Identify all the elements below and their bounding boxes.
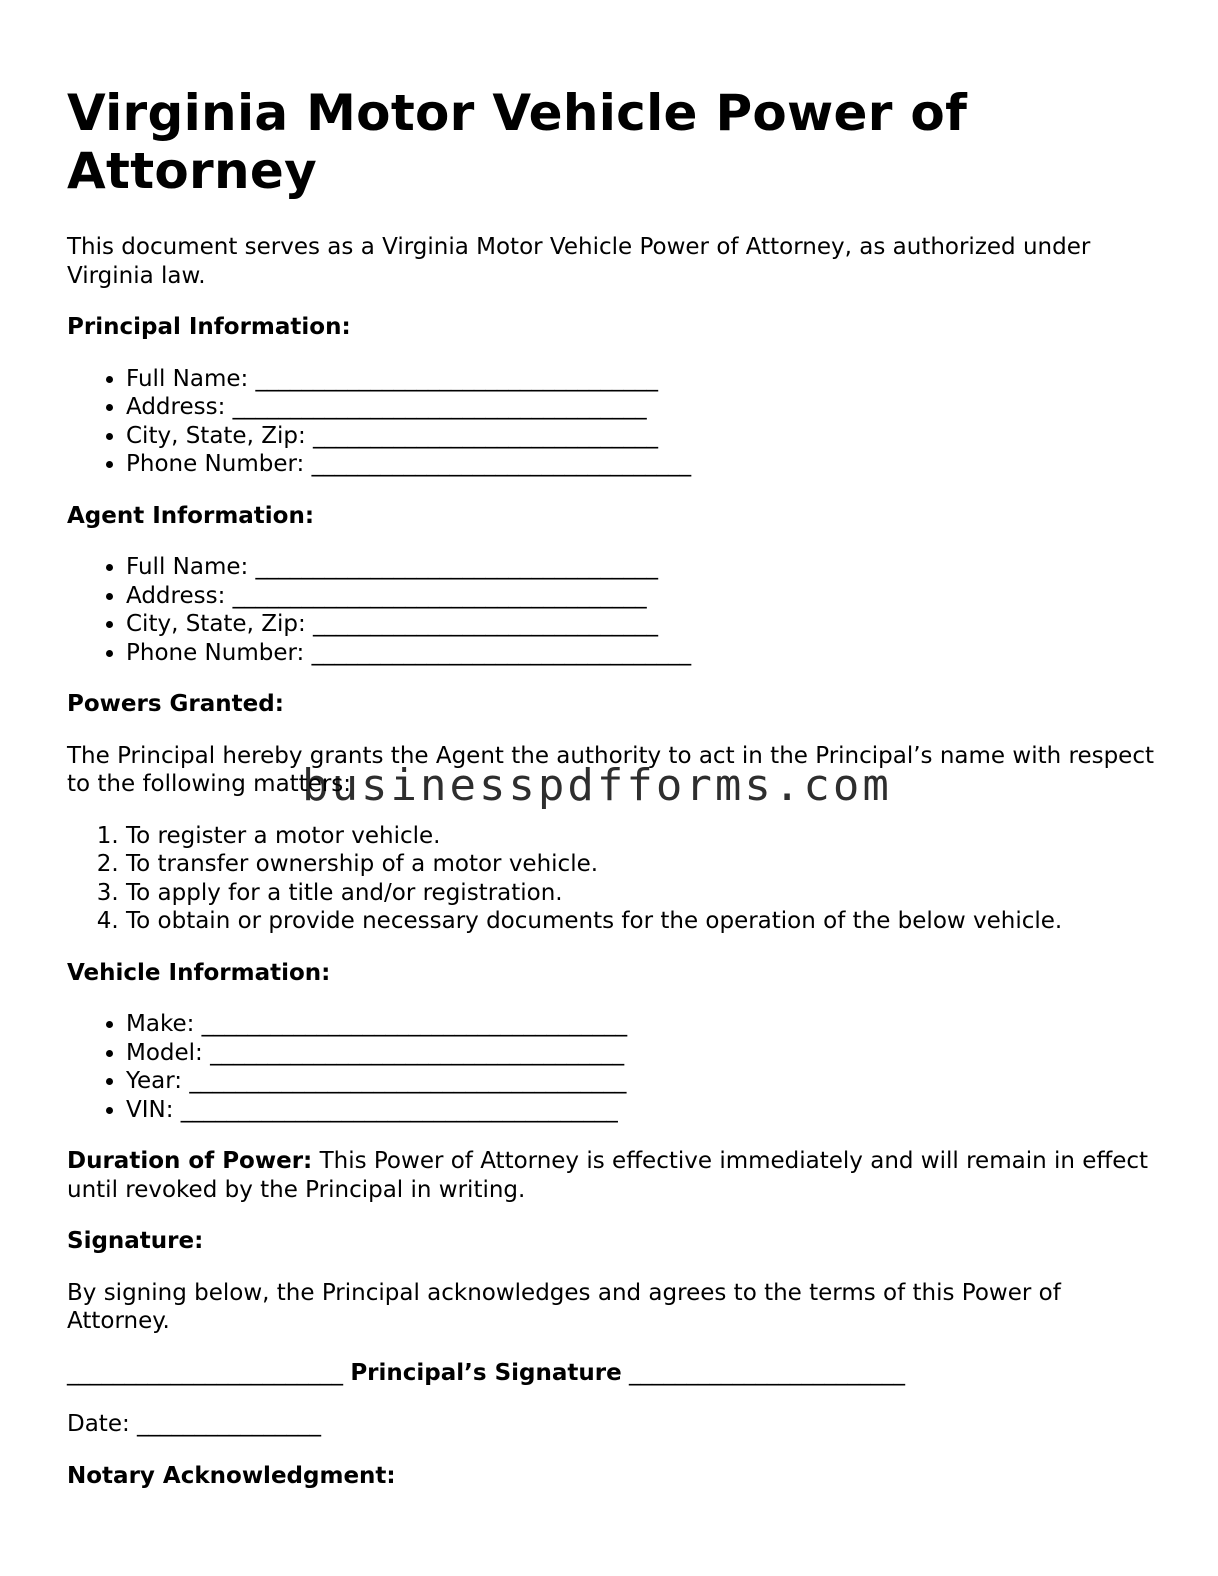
agent-heading: Agent Information: <box>67 502 315 529</box>
agent-phone-field: • Phone Number: _________________________________ <box>126 639 1157 668</box>
agent-city-state-zip-field: • City, State, Zip: ______________________________ <box>126 610 1157 639</box>
signature-paragraph: By signing below, the Principal acknowledges and agrees to the terms of this Power of Attorney. <box>67 1279 1061 1334</box>
signature-line-left: ________________________ <box>67 1359 351 1386</box>
watermark: businesspdfforms.com <box>302 760 892 811</box>
power-item: 4. To obtain or provide necessary documents for the operation of the below vehicle. <box>126 907 1157 936</box>
agent-address-field: • Address: ____________________________________ <box>126 582 1157 611</box>
signature-heading: Signature: <box>67 1228 204 1254</box>
principal-signature-line <box>67 1359 1157 1388</box>
power-item: 2. To transfer ownership of a motor vehicle. <box>126 850 1157 879</box>
powers-paragraph: The Principal hereby grants the Agent the authority to act in the Principal’s name with respect to the following matters: <box>67 742 1154 797</box>
vehicle-model-field: • Model: ____________________________________ <box>126 1039 1157 1068</box>
principal-phone-field: • Phone Number: _________________________________ <box>126 450 1157 479</box>
duration-text: This Power of Attorney is effective immediately and will remain in effect until revoked by the Principal in writing. <box>67 1148 1149 1203</box>
power-item: 3. To apply for a title and/or registration. <box>126 879 1157 908</box>
document-page <box>67 84 1157 1513</box>
principal-address-field: • Address: ____________________________________ <box>126 393 1157 422</box>
vehicle-make-field: • Make: _____________________________________ <box>126 1010 1157 1039</box>
notary-heading: Notary Acknowledgment: <box>67 1462 396 1489</box>
vehicle-year-field: • Year: ______________________________________ <box>126 1067 1157 1096</box>
power-item: 1. To register a motor vehicle. <box>126 822 1157 851</box>
powers-heading: Powers Granted: <box>67 691 284 717</box>
powers-list <box>67 822 1157 936</box>
principal-info-list <box>67 365 1157 479</box>
agent-info-list <box>67 553 1157 667</box>
vehicle-heading: Vehicle Information: <box>67 959 331 986</box>
date-field: Date: ________________ <box>67 1411 322 1437</box>
agent-full-name-field: • Full Name: ___________________________________ <box>126 553 1157 582</box>
duration-paragraph <box>67 1147 1157 1204</box>
document-title: Virginia Motor Vehicle Power of Attorney <box>67 84 968 200</box>
principal-full-name-field: • Full Name: ___________________________________ <box>126 365 1157 394</box>
principal-signature-label: Principal’s Signature <box>350 1359 622 1386</box>
duration-label: Duration of Power: <box>67 1148 313 1174</box>
principal-city-state-zip-field: • City, State, Zip: ______________________________ <box>126 422 1157 451</box>
intro-paragraph: This document serves as a Virginia Motor Vehicle Power of Attorney, as authorized under Virginia law. <box>67 234 1091 289</box>
principal-heading: Principal Information: <box>67 314 351 340</box>
vehicle-info-list <box>67 1010 1157 1124</box>
vehicle-vin-field: • VIN: ______________________________________ <box>126 1096 1157 1125</box>
signature-line-right: ________________________ <box>621 1359 906 1386</box>
